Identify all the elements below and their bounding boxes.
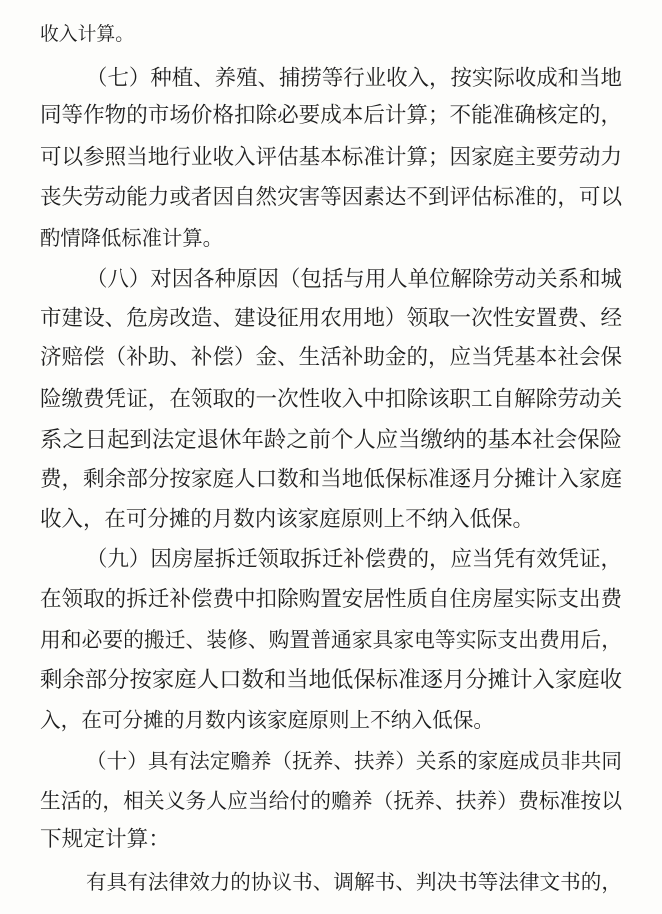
text-line: 市建设、危房改造、建设征用农用地）领取一次性安置费、经 (40, 306, 622, 331)
text-line: 丧失劳动能力或者因自然灾害等因素达不到评估标准的，可以 (40, 185, 622, 210)
text-line: （八）对因各种原因（包括与用人单位解除劳动关系和城 (86, 267, 622, 292)
text-line: 有具有法律效力的协议书、调解书、判决书等法律文书的， (86, 870, 622, 894)
text-line: （九）因房屋拆迁领取拆迁补偿费的，应当凭有效凭证， (86, 547, 622, 572)
text-line: 可以参照当地行业收入评估基本标准计算；因家庭主要劳动力 (40, 145, 622, 170)
text-line: 下规定计算： (40, 827, 170, 852)
text-line: 同等作物的市场价格扣除必要成本后计算；不能准确核定的， (40, 103, 622, 128)
text-line: 济赔偿（补助、补偿）金、生活补助金的，应当凭基本社会保 (40, 345, 622, 370)
text-line: 险缴费凭证，在领取的一次性收入中扣除该职工自解除劳动关 (40, 387, 622, 412)
text-line: 剩余部分按家庭人口数和当地低保标准逐月分摊计入家庭收 (40, 667, 622, 693)
text-line: 在领取的拆迁补偿费中扣除购置安居性质自住房屋实际支出费 (40, 587, 622, 612)
text-line: 酌情降低标准计算。 (40, 226, 223, 250)
text-line: （十）具有法定赡养（抚养、扶养）关系的家庭成员非共同 (86, 749, 622, 773)
text-line: 系之日起到法定退休年龄之前个人应当缴纳的基本社会保险 (40, 427, 622, 453)
text-line: 费，剩余部分按家庭人口数和当地低保标准逐月分摊计入家庭 (40, 467, 622, 492)
text-line: 收入，在可分摊的月数内该家庭原则上不纳入低保。 (40, 507, 534, 532)
text-line: 用和必要的搬迁、装修、购置普通家具家电等实际支出费用后， (40, 628, 622, 652)
text-line: 入，在可分摊的月数内该家庭原则上不纳入低保。 (40, 708, 494, 732)
text-line: 生活的，相关义务人应当给付的赡养（抚养、扶养）费标准按以 (40, 789, 622, 813)
text-line: （七）种植、养殖、捕捞等行业收入，按实际收成和当地 (86, 66, 622, 91)
text-line: 收入计算。 (40, 24, 134, 45)
